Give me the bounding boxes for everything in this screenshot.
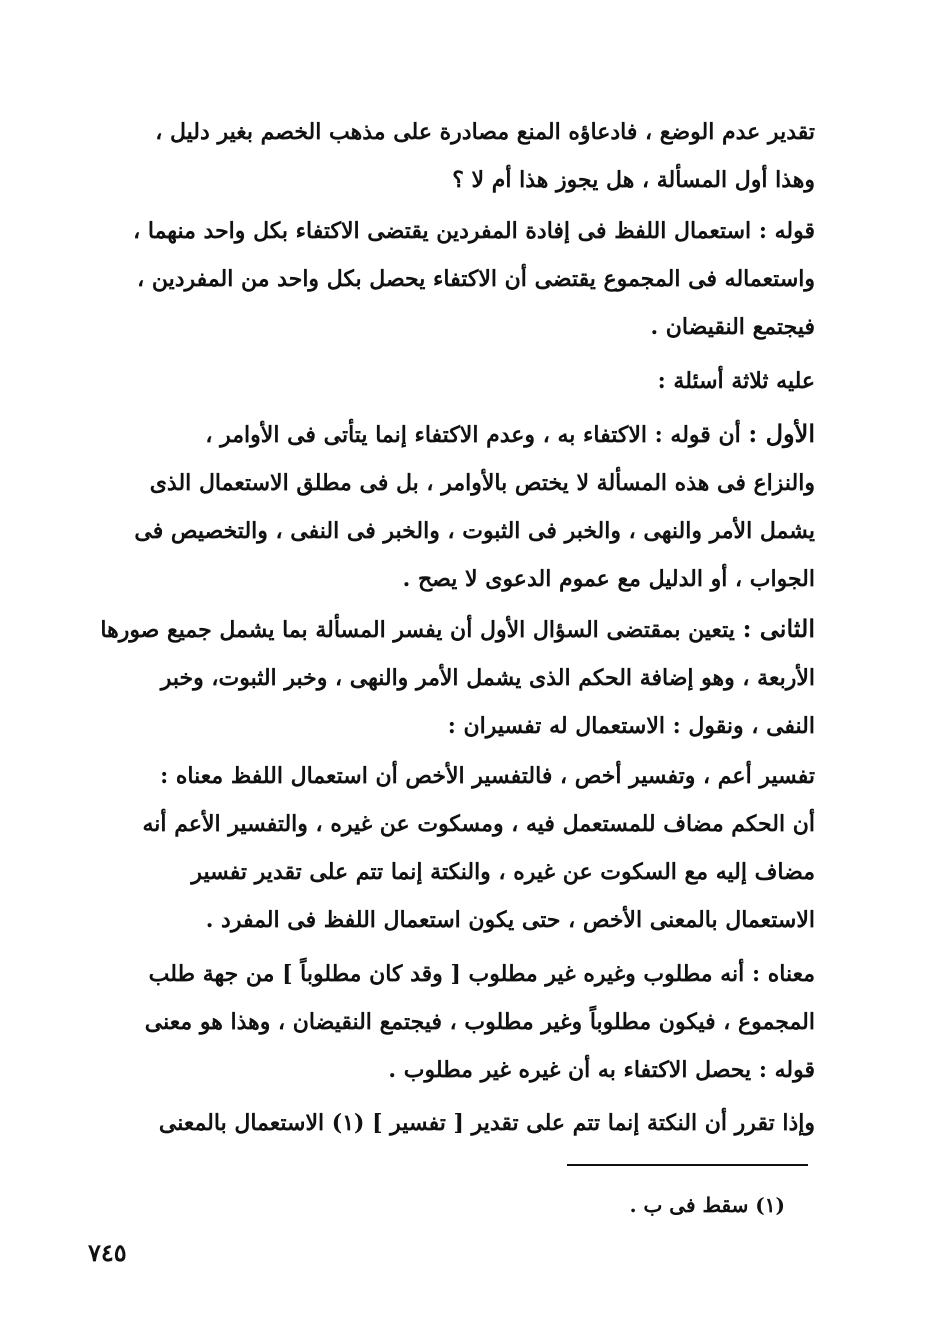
paragraph-first-question xyxy=(100,410,815,603)
question-lead: الأول : xyxy=(748,419,815,448)
paragraph-2 xyxy=(100,207,815,351)
text-line: يشمل الأمر والنهى ، والخبر فى الثبوت ، والخبر فى النفى ، والتخصيص فى xyxy=(134,518,815,544)
paragraph-7 xyxy=(100,950,815,1094)
text-line: قوله : استعمال اللفظ فى إفادة المفردين يقتضى الاكتفاء بكل واحد منهما ، xyxy=(133,218,815,244)
text-line: واستعماله فى المجموع يقتضى أن الاكتفاء يحصل بكل واحد من المفردين ، xyxy=(137,266,815,292)
paragraph-6 xyxy=(100,752,815,944)
text-line: تقدير عدم الوضع ، فادعاؤه المنع مصادرة على مذهب الخصم بغير دليل ، xyxy=(155,119,815,145)
paragraph-1 xyxy=(100,108,815,204)
paragraph-second-question xyxy=(100,605,815,750)
footnote: (١) سقط فى ب . xyxy=(629,1193,785,1217)
text-line: وإذا تقرر أن النكتة إنما تتم على تقدير [ تفسير ] (١) الاستعمال بالمعنى xyxy=(158,1110,815,1136)
footnote-divider xyxy=(567,1164,808,1166)
text-line: والنزاع فى هذه المسألة لا يختص بالأوامر ، بل فى مطلق الاستعمال الذى xyxy=(149,470,815,496)
text-line: مضاف إليه مع السكوت عن غيره ، والنكتة إنما تتم على تقدير تفسير xyxy=(191,859,815,885)
text-line: المجموع ، فيكون مطلوباً وغير مطلوب ، فيجتمع النقيضان ، وهذا هو معنى xyxy=(144,1009,815,1035)
text-line xyxy=(100,410,815,459)
paragraph-8 xyxy=(100,1099,815,1147)
page-number: ٧٤٥ xyxy=(88,1238,127,1267)
text-line: النفى ، ونقول : الاستعمال له تفسيران : xyxy=(447,713,815,739)
text-line: الاستعمال بالمعنى الأخص ، حتى يكون استعمال اللفظ فى المفرد . xyxy=(205,907,815,933)
text-line: الجواب ، أو الدليل مع عموم الدعوى لا يصح . xyxy=(402,566,815,592)
text-line-rest: يتعين بمقتضى السؤال الأول أن يفسر المسألة بما يشمل جميع صورها xyxy=(100,617,743,643)
text-line: تفسير أعم ، وتفسير أخص ، فالتفسير الأخص أن استعمال اللفظ معناه : xyxy=(160,763,815,789)
text-line: قوله : يحصل الاكتفاء به أن غيره غير مطلوب . xyxy=(388,1057,815,1083)
text-line-rest: أن قوله : الاكتفاء به ، وعدم الاكتفاء إنما يتأتى فى الأوامر ، xyxy=(205,422,749,448)
text-line: أن الحكم مضاف للمستعمل فيه ، ومسكوت عن غيره ، والتفسير الأعم أنه xyxy=(142,811,815,837)
question-lead: الثانى : xyxy=(742,614,815,643)
text-line: وهذا أول المسألة ، هل يجوز هذا أم لا ؟ xyxy=(452,167,815,193)
text-line xyxy=(100,605,815,654)
text-line: عليه ثلاثة أسئلة : xyxy=(657,368,815,394)
paragraph-3 xyxy=(100,357,815,405)
text-line: معناه : أنه مطلوب وغيره غير مطلوب [ وقد كان مطلوباً ] من جهة طلب xyxy=(148,961,815,987)
text-line: فيجتمع النقيضان . xyxy=(650,314,815,340)
text-line: الأربعة ، وهو إضافة الحكم الذى يشمل الأمر والنهى ، وخبر الثبوت، وخبر xyxy=(160,665,815,691)
